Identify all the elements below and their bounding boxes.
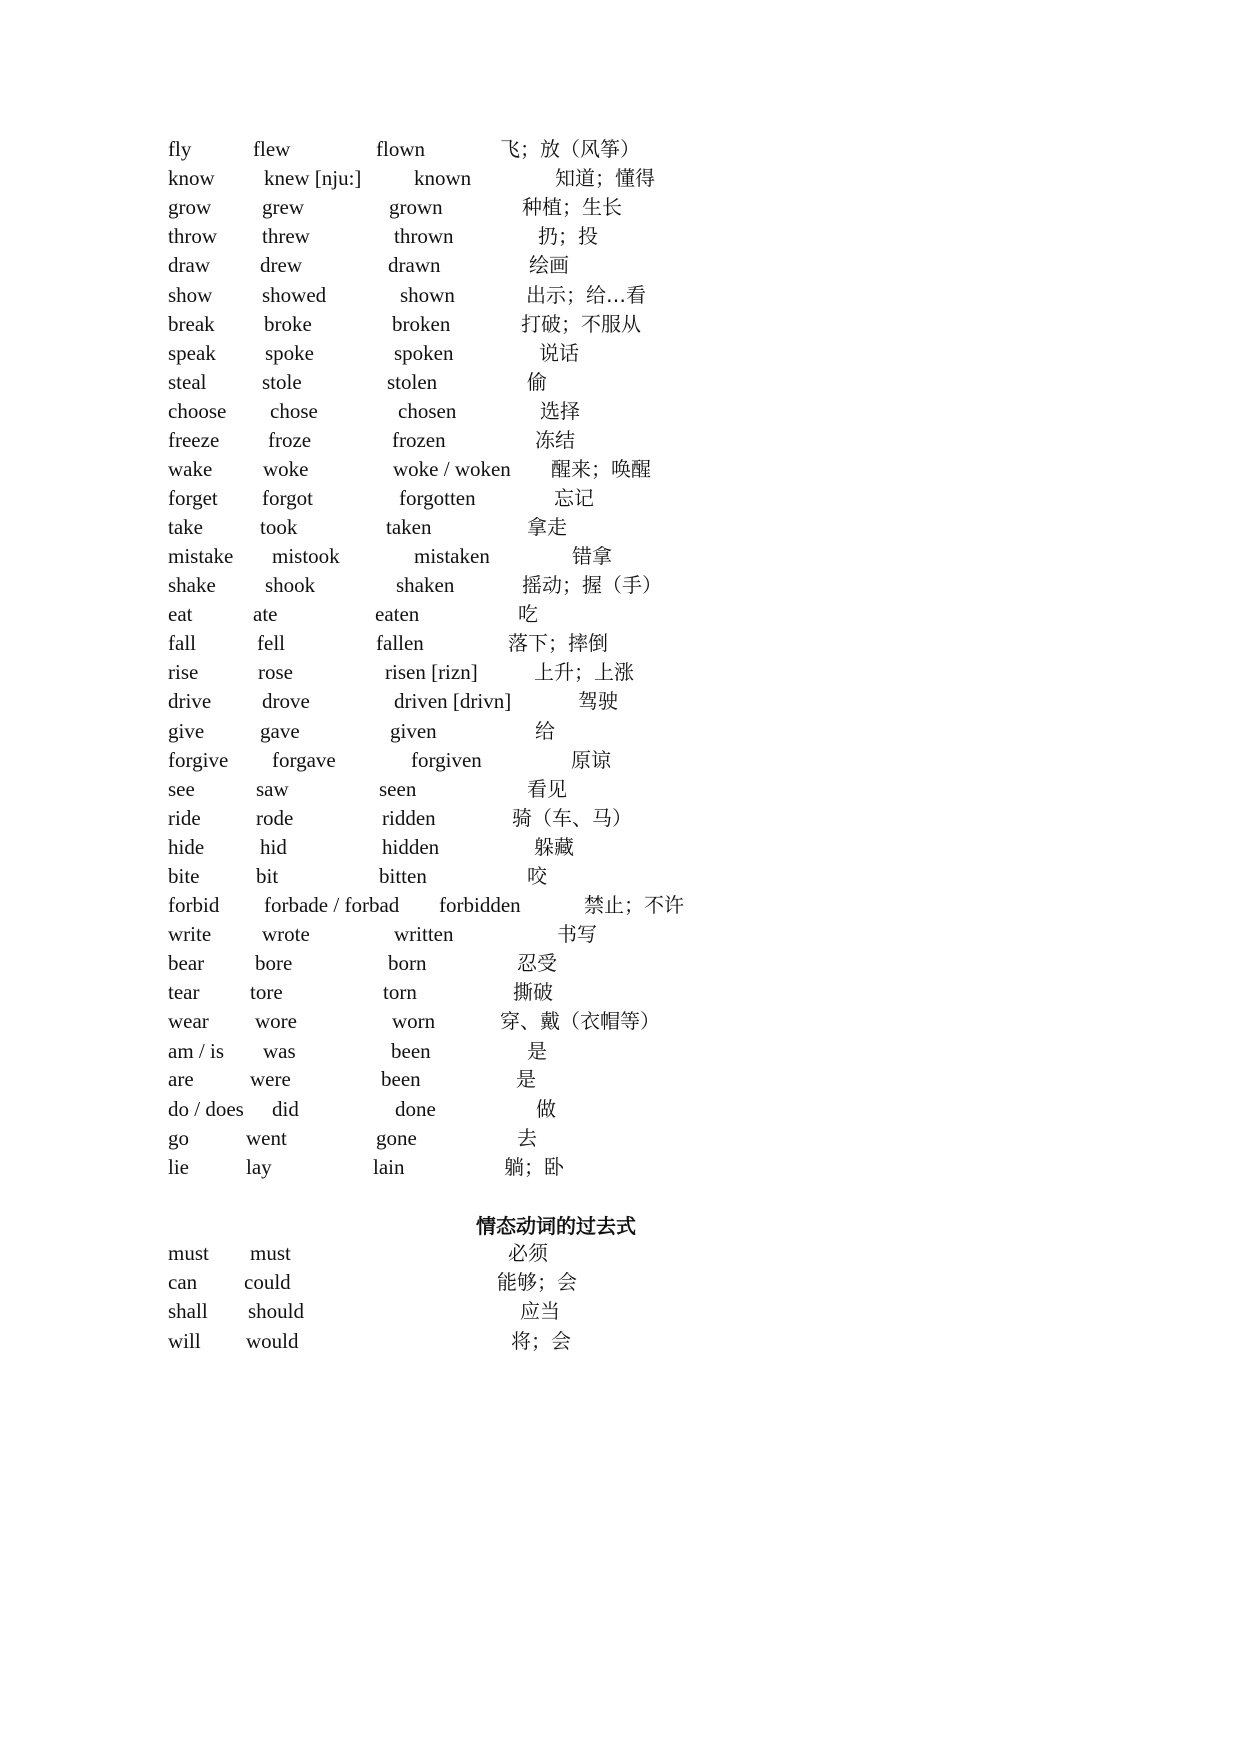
verb-base-form: draw	[168, 253, 210, 277]
verb-base-form: see	[168, 777, 195, 801]
verb-meaning: 说话	[539, 341, 579, 365]
verb-base-form: do / does	[168, 1097, 244, 1121]
verb-row	[0, 163, 1241, 193]
verb-base-form: steal	[168, 370, 207, 394]
verb-base-form: forbid	[168, 893, 220, 917]
verb-base-form: bite	[168, 864, 200, 888]
verb-row	[0, 919, 1241, 949]
verb-past-participle: gone	[376, 1126, 417, 1150]
modal-verbs-heading: 情态动词的过去式	[476, 1214, 636, 1238]
verb-past-participle: known	[414, 166, 472, 190]
modal-row	[0, 1296, 1241, 1326]
verb-past-participle: given	[390, 719, 437, 743]
modal-row	[0, 1267, 1241, 1297]
verb-row	[0, 977, 1241, 1007]
verb-base-form: break	[168, 312, 215, 336]
verb-row	[0, 483, 1241, 513]
verb-past-participle: been	[391, 1039, 431, 1063]
verb-meaning: 上升；上涨	[534, 660, 634, 684]
verb-row	[0, 512, 1241, 542]
modal-meaning: 必须	[508, 1241, 548, 1265]
verb-past-tense: hid	[260, 835, 287, 859]
verb-base-form: speak	[168, 341, 216, 365]
verb-past-tense: tore	[250, 980, 283, 1004]
verb-base-form: give	[168, 719, 205, 743]
verb-past-tense: forgot	[262, 486, 313, 510]
verb-meaning: 原谅	[571, 748, 611, 772]
verb-base-form: fly	[168, 137, 192, 161]
verb-past-tense: rose	[258, 660, 293, 684]
modal-base-form: will	[168, 1329, 201, 1353]
verb-past-tense: threw	[262, 224, 310, 248]
verb-past-tense: went	[246, 1126, 287, 1150]
verb-row	[0, 250, 1241, 280]
verb-past-tense: saw	[256, 777, 289, 801]
verb-row	[0, 1094, 1241, 1124]
verb-meaning: 选择	[540, 399, 580, 423]
verb-meaning: 打破；不服从	[521, 312, 641, 336]
verb-meaning: 做	[536, 1097, 556, 1121]
modal-base-form: shall	[168, 1299, 208, 1323]
verb-meaning: 飞；放（风筝）	[500, 137, 640, 161]
verb-base-form: lie	[168, 1155, 189, 1179]
verb-past-tense: took	[260, 515, 298, 539]
verb-past-participle: done	[395, 1097, 436, 1121]
verb-meaning: 醒来；唤醒	[551, 457, 651, 481]
verb-row	[0, 716, 1241, 746]
verb-row	[0, 745, 1241, 775]
verb-past-participle: written	[394, 922, 454, 946]
verb-base-form: forgive	[168, 748, 229, 772]
verb-past-participle: woke / woken	[393, 457, 511, 481]
verb-past-participle: hidden	[382, 835, 440, 859]
verb-past-tense: broke	[264, 312, 312, 336]
modal-past-form: would	[246, 1329, 299, 1353]
verb-past-participle: forbidden	[439, 893, 521, 917]
verb-row	[0, 367, 1241, 397]
verb-past-tense: did	[272, 1097, 299, 1121]
verb-past-participle: grown	[389, 195, 443, 219]
modal-meaning: 能够；会	[497, 1270, 577, 1294]
verb-past-tense: chose	[270, 399, 318, 423]
verb-base-form: show	[168, 283, 213, 307]
verb-base-form: grow	[168, 195, 212, 219]
verb-row	[0, 861, 1241, 891]
verb-base-form: go	[168, 1126, 189, 1150]
verb-meaning: 吃	[518, 602, 538, 626]
verb-meaning: 骑（车、马）	[512, 806, 632, 830]
verb-meaning: 忘记	[554, 486, 594, 510]
verb-meaning: 种植；生长	[522, 195, 622, 219]
verb-row	[0, 309, 1241, 339]
modal-meaning: 应当	[520, 1299, 560, 1323]
verb-row	[0, 890, 1241, 920]
verb-past-tense: wrote	[262, 922, 310, 946]
verb-meaning: 书写	[557, 922, 597, 946]
verb-past-participle: broken	[392, 312, 451, 336]
verb-row	[0, 541, 1241, 571]
verb-past-participle: eaten	[375, 602, 420, 626]
verb-past-participle: lain	[373, 1155, 405, 1179]
verb-past-tense: bore	[255, 951, 293, 975]
verb-meaning: 拿走	[527, 515, 567, 539]
verb-row	[0, 832, 1241, 862]
verb-meaning: 落下；摔倒	[508, 631, 608, 655]
verb-meaning: 咬	[527, 864, 547, 888]
modal-past-form: should	[248, 1299, 305, 1323]
verb-past-tense: flew	[253, 137, 291, 161]
verb-meaning: 给	[535, 719, 555, 743]
verb-past-participle: mistaken	[414, 544, 490, 568]
verb-past-participle: forgotten	[399, 486, 476, 510]
verb-past-tense: fell	[257, 631, 285, 655]
verb-base-form: shake	[168, 573, 216, 597]
verb-past-tense: drove	[262, 689, 310, 713]
verb-meaning: 绘画	[529, 253, 569, 277]
verb-row	[0, 396, 1241, 426]
verb-row	[0, 1064, 1241, 1094]
verb-past-participle: ridden	[382, 806, 436, 830]
verb-meaning: 忍受	[517, 951, 557, 975]
verb-past-participle: been	[381, 1067, 421, 1091]
verb-base-form: hide	[168, 835, 205, 859]
verb-past-tense: grew	[262, 195, 304, 219]
verb-past-tense: gave	[260, 719, 300, 743]
verb-base-form: forget	[168, 486, 218, 510]
verb-past-tense: showed	[262, 283, 327, 307]
modal-meaning: 将；会	[511, 1329, 571, 1353]
verb-row	[0, 454, 1241, 484]
verb-row	[0, 948, 1241, 978]
verb-past-participle: flown	[376, 137, 425, 161]
verb-past-participle: taken	[386, 515, 432, 539]
verb-past-tense: was	[263, 1039, 296, 1063]
verb-past-tense: drew	[260, 253, 302, 277]
verb-past-participle: chosen	[398, 399, 457, 423]
verb-past-tense: knew [nju:]	[264, 166, 362, 190]
verb-past-tense: froze	[268, 428, 312, 452]
modal-base-form: must	[168, 1241, 209, 1265]
verb-past-tense: shook	[265, 573, 316, 597]
verb-base-form: wear	[168, 1009, 209, 1033]
modal-row	[0, 1326, 1241, 1356]
verb-meaning: 知道；懂得	[555, 166, 655, 190]
verb-meaning: 看见	[527, 777, 567, 801]
modal-base-form: can	[168, 1270, 198, 1294]
verb-past-participle: shown	[400, 283, 455, 307]
verb-row	[0, 338, 1241, 368]
verb-past-participle: born	[388, 951, 427, 975]
verb-meaning: 躺；卧	[504, 1155, 564, 1179]
verb-past-tense: rode	[256, 806, 294, 830]
verb-past-participle: torn	[383, 980, 417, 1004]
verb-past-tense: bit	[256, 864, 279, 888]
verb-past-participle: bitten	[379, 864, 427, 888]
modal-row	[0, 1238, 1241, 1268]
verb-past-participle: drawn	[388, 253, 441, 277]
verb-row	[0, 1152, 1241, 1182]
verb-past-participle: worn	[392, 1009, 436, 1033]
verb-row	[0, 280, 1241, 310]
verb-base-form: choose	[168, 399, 227, 423]
verb-past-participle: driven [drivn]	[394, 689, 512, 713]
verb-row	[0, 599, 1241, 629]
verb-meaning: 冻结	[535, 428, 575, 452]
verb-meaning: 扔；投	[538, 224, 598, 248]
verb-base-form: drive	[168, 689, 212, 713]
verb-meaning: 撕破	[513, 980, 553, 1004]
verb-base-form: mistake	[168, 544, 234, 568]
verb-row	[0, 221, 1241, 251]
verb-meaning: 穿、戴（衣帽等）	[500, 1009, 660, 1033]
verb-past-participle: stolen	[387, 370, 438, 394]
verb-meaning: 躲藏	[534, 835, 574, 859]
verb-past-participle: forgiven	[411, 748, 482, 772]
verb-row	[0, 570, 1241, 600]
verb-past-tense: woke	[263, 457, 309, 481]
verb-base-form: eat	[168, 602, 193, 626]
verb-past-participle: spoken	[394, 341, 454, 365]
verb-base-form: rise	[168, 660, 199, 684]
verb-row	[0, 425, 1241, 455]
verb-past-tense: forgave	[272, 748, 336, 772]
verb-past-tense: forbade / forbad	[264, 893, 400, 917]
verb-base-form: know	[168, 166, 215, 190]
verb-past-participle: frozen	[392, 428, 446, 452]
verb-past-tense: mistook	[272, 544, 340, 568]
verb-meaning: 驾驶	[578, 689, 618, 713]
verb-past-tense: were	[250, 1067, 291, 1091]
verb-past-participle: thrown	[394, 224, 454, 248]
verb-past-participle: shaken	[396, 573, 455, 597]
verb-row	[0, 192, 1241, 222]
verb-base-form: are	[168, 1067, 194, 1091]
verb-past-participle: fallen	[376, 631, 424, 655]
verb-row	[0, 1123, 1241, 1153]
verb-meaning: 出示；给…看	[526, 283, 646, 307]
verb-past-tense: stole	[262, 370, 302, 394]
verb-row	[0, 134, 1241, 164]
verb-base-form: freeze	[168, 428, 220, 452]
verb-base-form: am / is	[168, 1039, 224, 1063]
verb-base-form: tear	[168, 980, 200, 1004]
verb-base-form: take	[168, 515, 203, 539]
verb-past-tense: lay	[246, 1155, 272, 1179]
verb-past-participle: risen [rizn]	[385, 660, 478, 684]
verb-row	[0, 657, 1241, 687]
verb-past-tense: ate	[253, 602, 278, 626]
verb-base-form: ride	[168, 806, 201, 830]
verb-past-tense: spoke	[265, 341, 314, 365]
verb-past-tense: wore	[255, 1009, 297, 1033]
modal-past-form: could	[244, 1270, 291, 1294]
modal-past-form: must	[250, 1241, 291, 1265]
verb-row	[0, 1006, 1241, 1036]
verb-meaning: 是	[516, 1067, 536, 1091]
verb-row	[0, 628, 1241, 658]
verb-meaning: 偷	[527, 370, 547, 394]
verb-row	[0, 803, 1241, 833]
verb-meaning: 摇动；握（手）	[522, 573, 662, 597]
verb-base-form: wake	[168, 457, 213, 481]
verb-past-participle: seen	[379, 777, 417, 801]
verb-meaning: 去	[517, 1126, 537, 1150]
verb-row	[0, 1036, 1241, 1066]
verb-base-form: bear	[168, 951, 205, 975]
verb-meaning: 禁止；不许	[584, 893, 684, 917]
verb-base-form: write	[168, 922, 212, 946]
verb-row	[0, 774, 1241, 804]
verb-base-form: throw	[168, 224, 217, 248]
verb-row	[0, 686, 1241, 716]
verb-meaning: 是	[527, 1039, 547, 1063]
verb-base-form: fall	[168, 631, 196, 655]
verb-meaning: 错拿	[572, 544, 612, 568]
